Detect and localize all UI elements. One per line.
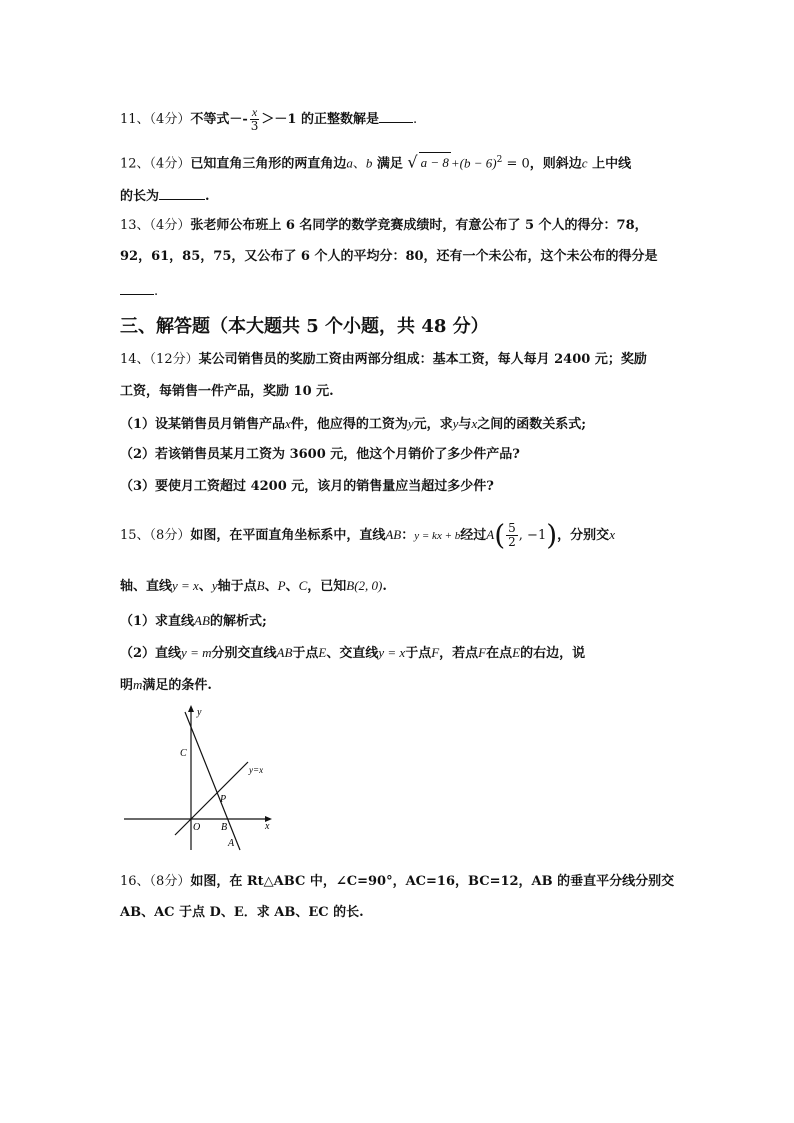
q15-l2-point-b: B	[256, 578, 265, 593]
q15-p2-text-f: ，若点	[439, 646, 479, 661]
q14-line-1	[120, 350, 647, 370]
q12-sep: 、	[352, 156, 366, 172]
q16-score: （8分）	[149, 874, 191, 889]
q14-p1-text-e: 之间的函数关系式;	[477, 417, 587, 432]
q12-line2-text: 的长为	[120, 189, 160, 204]
q15-l2-point-b-coord: B(2, 0)	[346, 578, 383, 593]
q15-text-4: ，分别交	[557, 528, 610, 543]
q15-p2-eq2: y = x	[378, 645, 406, 660]
q15-l2-point-c: C	[298, 578, 308, 593]
q15-l2-text-a: 轴、直线	[120, 579, 173, 594]
q15-p2-text-g: 在点	[486, 646, 513, 661]
q12-line-2	[120, 186, 210, 207]
q15-l2-text-d: 、	[264, 579, 278, 594]
q14-p3-text: （3）要使月工资超过 4200 元，该月的销售量应当超过多少件?	[120, 479, 494, 494]
q14-p2-text: （2）若该销售员某月工资为 3600 元，他这个月销价了多少件产品?	[120, 447, 520, 462]
q14-p1-text-d: 与	[458, 417, 472, 432]
q16-line-1	[120, 872, 674, 892]
q11-text-1: 不等式－-	[190, 112, 248, 127]
q12-expr: +(b − 6)	[450, 155, 497, 171]
q11-frac-den: 3	[250, 119, 259, 133]
q14-p1-var-y2: y	[452, 416, 459, 431]
q13-score: （4分）	[149, 218, 191, 233]
q12-score: （4分）	[149, 156, 191, 172]
label-o: O	[193, 822, 201, 833]
q11-fraction	[249, 106, 261, 133]
q12-var-b: b	[365, 155, 373, 171]
q15-p2-text-a: （2）直线	[120, 646, 182, 661]
label-y: y	[197, 707, 202, 718]
q12-end: .	[205, 189, 210, 204]
q15-frac-den: 2	[508, 535, 516, 549]
q15-part-2	[120, 643, 585, 664]
q12-answer-blank[interactable]	[159, 186, 205, 200]
label-c: C	[180, 748, 187, 759]
q15-fraction	[506, 522, 518, 549]
q12-var-c: c	[581, 155, 588, 171]
q12-number: 12、	[120, 156, 150, 172]
q15-p2-text-d: 、交直线	[326, 646, 379, 661]
q15-p2-text-b: 分别交直线	[211, 646, 277, 661]
q15-part-2-cont	[120, 675, 212, 696]
q15-text-3: 经过	[460, 528, 487, 543]
q14-p1-text-a: （1）设某销售员月销售产品	[120, 417, 286, 432]
q14-p1-var-x: x	[285, 416, 291, 431]
y-axis-arrow-icon	[188, 705, 194, 712]
q12-text-2: 满足	[372, 156, 408, 172]
label-a: A	[228, 838, 235, 849]
sqrt-icon: √	[407, 152, 418, 172]
q12-text-3: ，则斜边	[529, 156, 582, 172]
right-paren-icon: )	[546, 518, 558, 552]
q14-part-1	[120, 414, 586, 435]
q11-answer-blank[interactable]	[379, 109, 413, 123]
q12-sqrt-content: a − 8	[419, 152, 451, 173]
q13-line-3	[120, 281, 158, 302]
q15-number: 15、	[120, 528, 150, 543]
q15-p2-eq: y = m	[181, 645, 212, 660]
q15-point-tail: , −1	[518, 528, 547, 543]
q15-p2-text-e: 于点	[405, 646, 432, 661]
q13-text-1: 张老师公布班上 6 名同学的数学竞赛成绩时，有意公布了 5 个人的得分：78，	[190, 218, 648, 233]
q16-number: 16、	[120, 874, 150, 889]
q11-frac-num: x	[251, 105, 258, 119]
q15-coordinate-figure	[120, 702, 280, 852]
q15-p1-text-b: 的解析式;	[209, 614, 267, 629]
q15-p2-point-f: F	[431, 645, 440, 660]
q12-text-4: 上中线	[587, 156, 632, 172]
label-b: B	[221, 822, 228, 833]
label-p: P	[220, 794, 227, 805]
q12-exp: 2	[496, 155, 503, 165]
q14-score: （12分）	[149, 352, 199, 367]
q12-var-a: a	[346, 155, 353, 171]
label-x: x	[265, 821, 270, 832]
q15-l2-text-c: 轴于点	[217, 579, 257, 594]
q13-line-2	[120, 247, 658, 267]
q15-p2-text-c: 于点	[292, 646, 319, 661]
q15-p2-point-f2: F	[478, 645, 487, 660]
q15-text-1: 如图，在平面直角坐标系中，直线	[190, 528, 386, 543]
left-paren-icon: (	[494, 518, 506, 552]
q15-p2-point-e: E	[318, 645, 327, 660]
q15-p2-var-ab: AB	[276, 645, 293, 660]
q14-p1-text-b: 件，他应得的工资为	[290, 417, 408, 432]
q16-text-1: 如图，在 Rt△ABC 中，∠C=90°，AC=16，BC=12，AB 的垂直平分线分别交	[190, 874, 675, 889]
q14-line-2	[120, 382, 334, 402]
q15-p2-point-e2: E	[512, 645, 521, 660]
q15-l2-text-b: 、	[198, 579, 212, 594]
q15-l2-point-p: P	[277, 578, 286, 593]
q15-score: （8分）	[149, 528, 191, 543]
q16-text-2: AB、AC 于点 D、E．求 AB、EC 的长.	[120, 905, 364, 920]
q11-line	[120, 106, 417, 133]
q15-var-ab: AB	[385, 527, 402, 542]
q14-text-1: 某公司销售员的奖励工资由两部分组成：基本工资，每人每月 2400 元；奖励	[198, 352, 647, 367]
q11-text-2: ＞－1 的正整数解是	[261, 112, 379, 127]
q15-l2-text-f: ，已知	[307, 579, 347, 594]
q14-p1-text-c: 元，求	[413, 417, 453, 432]
q14-part-3	[120, 477, 494, 497]
q14-text-2: 工资，每销售一件产品，奖励 10 元.	[120, 384, 334, 399]
q12-line-1	[120, 150, 631, 174]
q15-text-2: ：	[401, 528, 415, 543]
q15-line-1	[120, 518, 615, 552]
q15-p3-text-b: 满足的条件.	[142, 678, 212, 693]
q15-p2-text-h: 的右边，说	[520, 646, 586, 661]
q15-line-2	[120, 576, 387, 597]
q11-score: （4分）	[149, 112, 191, 127]
q15-l2-eq: y = x	[172, 578, 199, 593]
q15-var-x: x	[609, 527, 615, 542]
q13-number: 13、	[120, 218, 150, 233]
q15-p3-text-a: 明	[120, 678, 134, 693]
q12-text-1: 已知直角三角形的两直角边	[190, 156, 347, 172]
q15-point-a: A	[486, 527, 495, 542]
line-y-equals-x	[175, 762, 248, 835]
q14-number: 14、	[120, 352, 150, 367]
q15-l2-text-g: .	[382, 579, 387, 594]
q15-l2-text-e: 、	[285, 579, 299, 594]
q14-p1-var-y: y	[407, 416, 414, 431]
q11-end: .	[412, 112, 418, 127]
q15-p3-var-m: m	[133, 677, 143, 692]
q14-p1-var-x2: x	[471, 416, 478, 431]
q15-p1-text-a: （1）求直线	[120, 614, 195, 629]
section-3-title: 三、解答题（本大题共 5 个小题，共 48 分）	[120, 316, 489, 337]
q11-number: 11、	[120, 112, 150, 127]
q15-l2-var-y: y	[211, 578, 218, 593]
q13-end: .	[154, 284, 159, 299]
label-line-yx: y=x	[249, 765, 264, 775]
q15-frac-num: 5	[508, 521, 516, 535]
q16-line-2	[120, 903, 364, 923]
q13-line-1	[120, 216, 648, 236]
q13-text-2: 92，61，85，75，又公布了 6 个人的平均分：80，还有一个未公布，这个未公布的得分是	[120, 249, 658, 264]
q12-eq: = 0	[502, 156, 530, 172]
q15-p1-var-ab: AB	[194, 613, 210, 628]
q15-equation: y = kx + b	[414, 530, 461, 542]
q15-part-1	[120, 611, 267, 632]
q13-answer-blank[interactable]	[120, 281, 154, 295]
q14-part-2	[120, 445, 520, 465]
